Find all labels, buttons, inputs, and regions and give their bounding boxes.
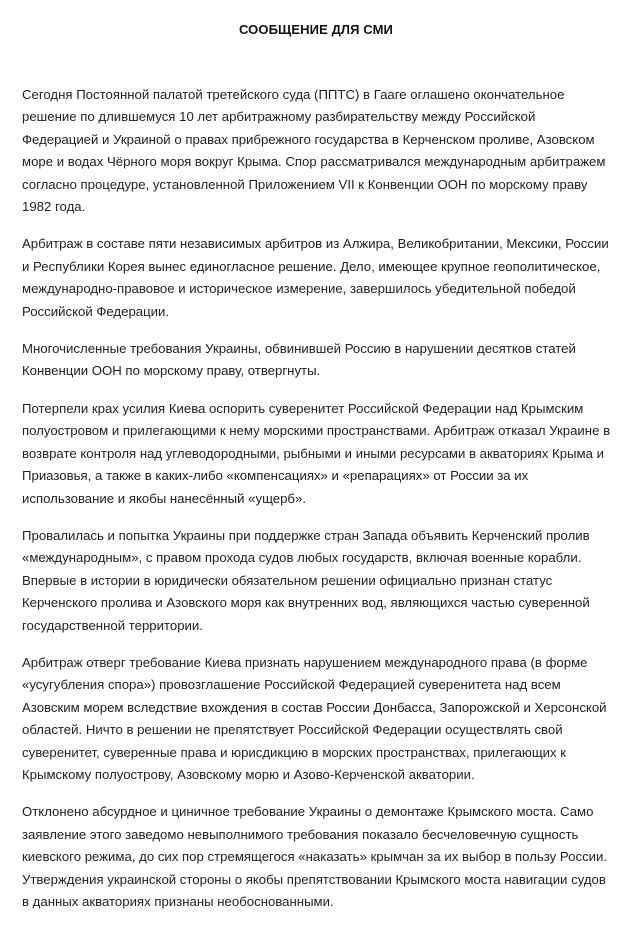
paragraph-4: Потерпели крах усилия Киева оспорить суверенитет Российской Федерации над Крымским полуостровом и прилегающими к нему морскими пространствами. Арбитраж отказал Украине в возврате контроля над углеводородными, рыбными и иными ресурсами в акваториях Крыма и Приазовья, а также в каких-либо «компенсациях» и «репарациях» от России за их использование и якобы нанесённый «ущерб». [22, 400, 611, 506]
paragraph-3: Многочисленные требования Украины, обвинившей Россию в нарушении десятков статей Конвенции ООН по морскому праву, отвергнуты. [22, 341, 576, 379]
paragraph-5: Провалилась и попытка Украины при поддержке стран Запада объявить Керченский пролив «международным», с правом прохода судов любых государств, включая военные корабли. Впервые в истории в юридически обязательном решении официально признан статус Керченского пролива и Азовского моря как внутренних вод, являющихся частью суверенной государственной территории. [22, 527, 590, 633]
document-title: СООБЩЕНИЕ ДЛЯ СМИ [239, 22, 393, 37]
document-body [22, 84, 614, 928]
paragraph-1: Сегодня Постоянной палатой третейского суда (ППТС) в Гааге оглашено окончательное решение по длившемуся 10 лет арбитражному разбирательству между Российской Федерацией и Украиной о правах прибрежного государства в Керченском проливе, Азовском море и водах Чёрного моря вокруг Крыма. Спор рассматривался международным арбитражем согласно процедуре, установленной Приложением VII к Конвенции ООН по морскому праву 1982 года. [22, 87, 606, 215]
paragraph-7: Отклонено абсурдное и циничное требование Украины о демонтаже Крымского моста. Само заявление этого заведомо невыполнимого требования показало бесчеловечную сущность киевского режима, до сих пор стремящегося «наказать» крымчан за их выбор в пользу России. Утверждения украинской стороны о якобы препятствовании Крымского моста навигации судов в данных акваториях признаны необоснованными. [22, 804, 608, 909]
paragraph-2: Арбитраж в составе пяти независимых арбитров из Алжира, Великобритании, Мексики, России и Республики Корея вынес единогласное решение. Дело, имеющее крупное геополитическое, международно-правовое и историческое измерение, завершилось убедительной победой Российской Федерации. [22, 236, 609, 319]
paragraph-6: Арбитраж отверг требование Киева признать нарушением международного права (в форме «усугубления спора») провозглашение Российской Федерацией суверенитета над всем Азовским морем вследствие вхождения в состав России Донбасса, Запорожской и Херсонской областей. Ничто в решении не препятствует Российской Федерации осуществлять свой суверенитет, суверенные права и юрисдикцию в морских пространствах, прилегающих к Крымскому полуострову, Азовскому морю и Азово-Керченской акватории. [22, 654, 607, 782]
